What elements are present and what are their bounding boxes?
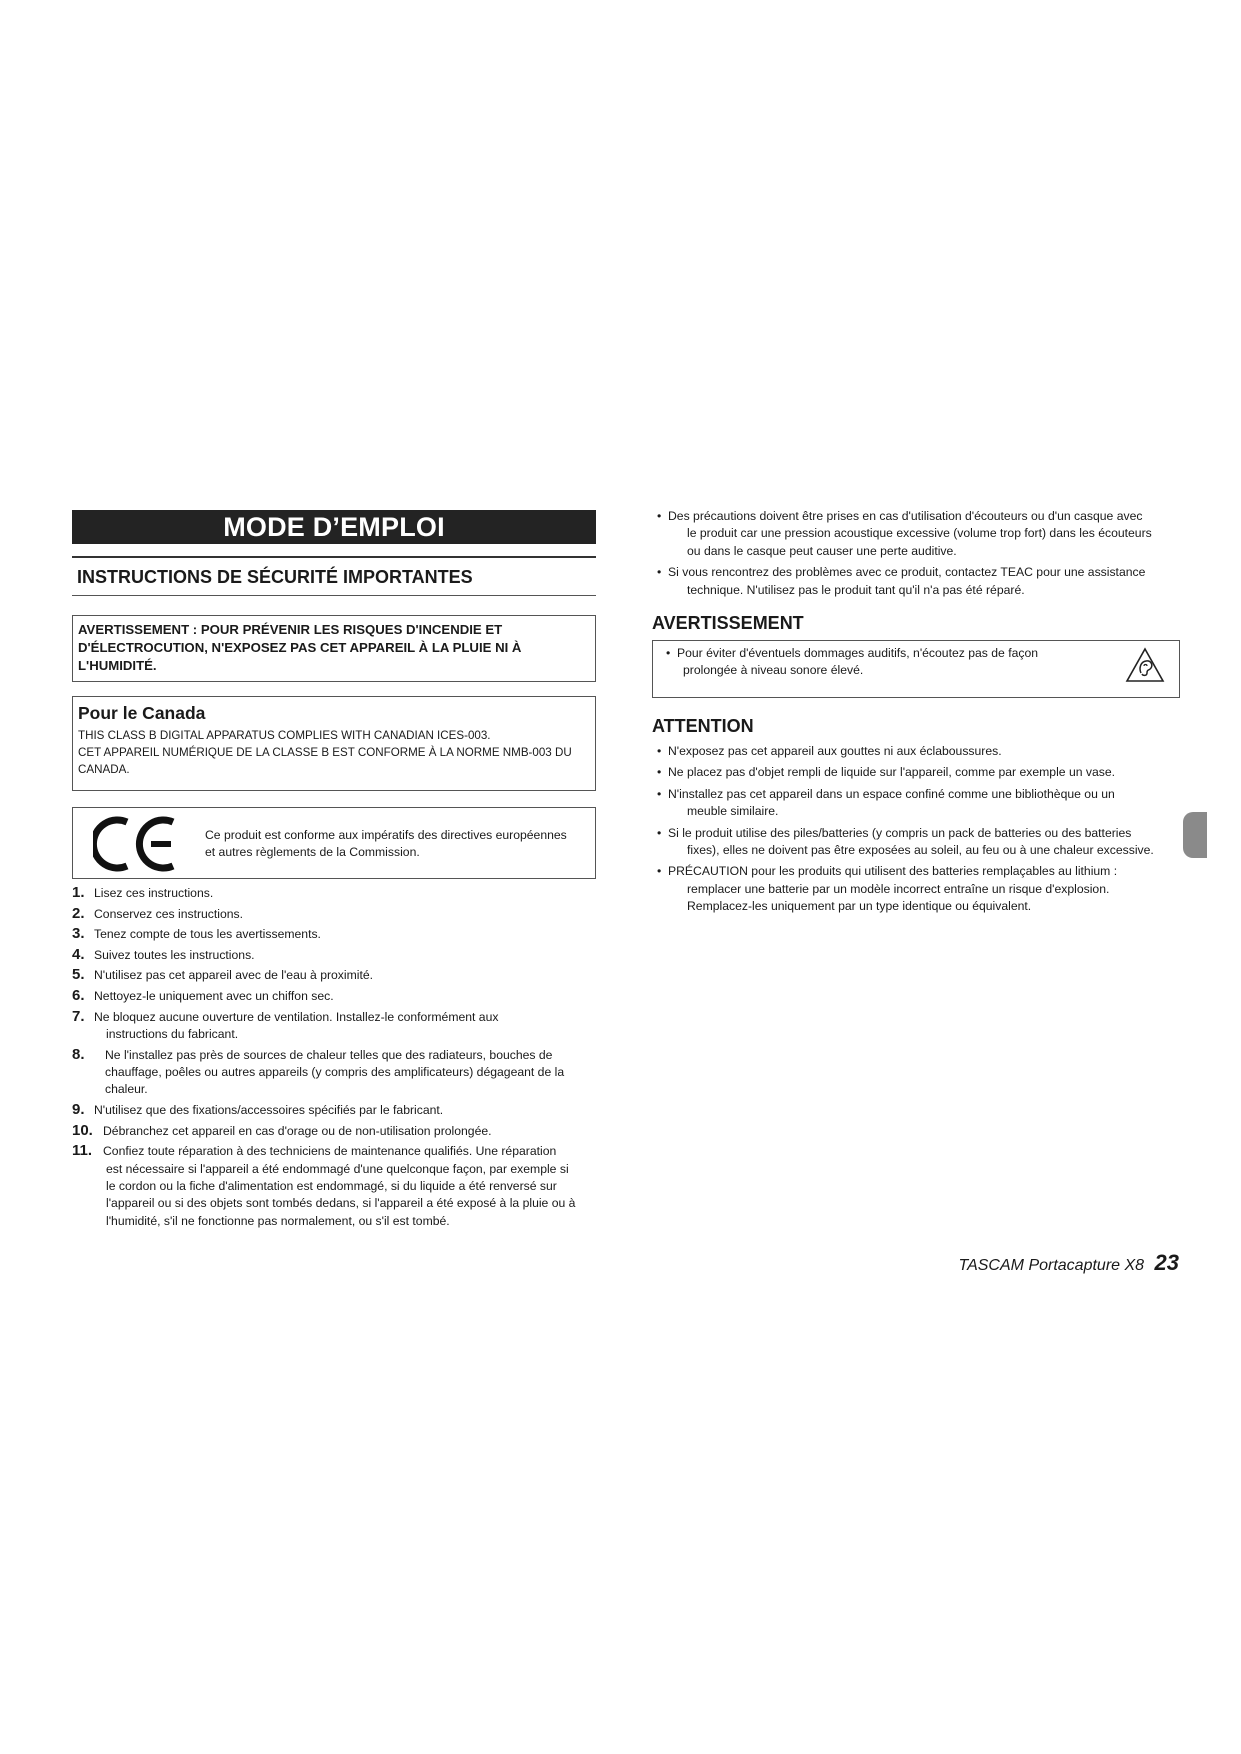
footer-model: Portacapture X8: [1028, 1257, 1145, 1274]
item-text: Suivez toutes les instructions.: [94, 947, 255, 962]
bullet-text: N'exposez pas cet appareil aux gouttes ni aux éclaboussures.: [668, 744, 1002, 759]
page-footer: [959, 1250, 1180, 1276]
item-number: 5.: [72, 966, 85, 984]
instructions-list: [72, 885, 596, 1230]
item-text: Ne l'installez pas près de sources de chaleur telles que des radiateurs, bouches de: [105, 1047, 553, 1062]
bullet-text: le produit car une pression acoustique excessive (volume trop fort) dans les écouteurs: [687, 526, 1152, 541]
list-item: [72, 1143, 596, 1230]
list-item: [72, 885, 596, 902]
item-text: instructions du fabricant.: [106, 1026, 239, 1041]
ce-line: et autres règlements de la Commission.: [205, 845, 420, 859]
item-number: 10.: [72, 1121, 93, 1139]
canada-box: [72, 696, 596, 791]
bullet-text: ou dans le casque peut causer une perte auditive.: [687, 543, 957, 558]
attention-heading: ATTENTION: [652, 716, 754, 737]
item-number: 6.: [72, 986, 85, 1004]
bullet-text: prolongée à niveau sonore élevé.: [683, 663, 864, 678]
item-text: l'appareil ou si des objets sont tombés dedans, si l'appareil a été exposé à la pluie ou à: [106, 1196, 576, 1211]
list-item: [72, 906, 596, 923]
item-text: est nécessaire si l'appareil a été endommagé d'une quelconque façon, par exemple si: [106, 1161, 569, 1176]
list-item: [72, 1009, 596, 1044]
bullet-text: fixes), elles ne doivent pas être exposées au soleil, au feu ou à une chaleur excessive.: [687, 843, 1154, 858]
bullet-text: technique. N'utilisez pas le produit tant qu'il n'a pas été réparé.: [687, 582, 1025, 597]
bullet-text: Si vous rencontrez des problèmes avec ce produit, contactez TEAC pour une assistance: [668, 565, 1146, 580]
fire-warning-box: [72, 615, 596, 682]
item-text: chauffage, poêles ou autres appareils (y compris des amplificateurs) dégageant de la: [105, 1064, 565, 1079]
bullet-text: remplacer une batterie par un modèle incorrect entraîne un risque d'explosion.: [687, 881, 1110, 896]
ce-mark-icon: [93, 816, 179, 872]
hearing-warning-icon: [1125, 647, 1165, 683]
support-bullet: [652, 564, 1180, 599]
item-text: Nettoyez-le uniquement avec un chiffon sec.: [94, 988, 334, 1003]
warning-line: L'HUMIDITÉ.: [78, 658, 157, 673]
right-column: [652, 508, 1180, 920]
item-number: 1.: [72, 884, 85, 901]
item-number: 7.: [72, 1007, 85, 1025]
ce-conformity-box: [72, 807, 596, 879]
canada-title: Pour le Canada: [78, 703, 206, 723]
bullet-text: meuble similaire.: [687, 804, 779, 819]
bullet-text: Remplacez-les uniquement par un type identique ou équivalent.: [687, 899, 1032, 914]
list-item: [72, 1123, 596, 1140]
bullet-text: Ne placez pas d'objet rempli de liquide sur l'appareil, comme par exemple un vase.: [668, 765, 1116, 780]
item-text: chaleur.: [105, 1082, 148, 1097]
attention-bullet: [652, 786, 1180, 821]
bullet-text: PRÉCAUTION pour les produits qui utilisent des batteries remplaçables au lithium :: [668, 864, 1118, 879]
item-number: 11.: [72, 1142, 93, 1160]
item-text: Confiez toute réparation à des techniciens de maintenance qualifiés. Une réparation: [103, 1144, 557, 1159]
warning-line: D'ÉLECTROCUTION, N'EXPOSEZ PAS CET APPAREIL À LA PLUIE NI À: [78, 640, 522, 655]
list-item: [72, 947, 596, 964]
bullet-text: Des précautions doivent être prises en cas d'utilisation d'écouteurs ou d'un casque avec: [668, 509, 1143, 523]
item-number: 3.: [72, 925, 85, 943]
bullet-text: Si le produit utilise des piles/batteries (y compris un pack de batteries ou des batteries: [668, 825, 1132, 840]
canada-line: CET APPAREIL NUMÉRIQUE DE LA CLASSE B EST CONFORME À LA NORME NMB-003 DU: [78, 746, 572, 759]
footer-brand: TASCAM: [958, 1257, 1024, 1274]
page-number: 23: [1154, 1250, 1179, 1275]
item-text: Tenez compte de tous les avertissements.: [94, 927, 321, 942]
item-text: le cordon ou la fiche d'alimentation est endommagé, si du liquide a été renversé sur: [106, 1178, 557, 1193]
item-text: N'utilisez que des fixations/accessoires spécifiés par le fabricant.: [94, 1102, 444, 1117]
item-text: Débranchez cet appareil en cas d'orage ou de non-utilisation prolongée.: [103, 1123, 492, 1138]
list-item: [72, 1102, 596, 1119]
list-item: [72, 988, 596, 1005]
list-item: [72, 926, 596, 943]
attention-bullet: [652, 825, 1180, 860]
left-column: [72, 510, 596, 1233]
canada-line: CANADA.: [78, 763, 130, 776]
item-number: 4.: [72, 945, 85, 963]
item-text: Ne bloquez aucune ouverture de ventilation. Installez-le conformément aux: [94, 1009, 499, 1024]
section-subtitle: INSTRUCTIONS DE SÉCURITÉ IMPORTANTES: [72, 556, 596, 596]
attention-bullet: [652, 743, 1180, 760]
attention-bullet: [652, 764, 1180, 781]
item-text: Lisez ces instructions.: [94, 886, 214, 900]
page-title: MODE D’EMPLOI: [72, 510, 596, 544]
item-number: 8.: [72, 1045, 85, 1063]
avertissement-box: [652, 640, 1180, 698]
avertissement-bullet: [661, 645, 1171, 680]
item-number: 9.: [72, 1100, 85, 1118]
item-text: l'humidité, s'il ne fonctionne pas normalement, ou s'il est tombé.: [106, 1213, 450, 1228]
hearing-precaution-bullet: [652, 508, 1180, 560]
list-item: [72, 1047, 596, 1099]
list-item: [72, 967, 596, 984]
section-tab-marker: [1183, 812, 1207, 858]
bullet-text: Pour éviter d'éventuels dommages auditifs, n'écoutez pas de façon: [677, 646, 1039, 661]
avertissement-heading: AVERTISSEMENT: [652, 613, 804, 634]
item-text: Conservez ces instructions.: [94, 906, 244, 921]
canada-line: THIS CLASS B DIGITAL APPARATUS COMPLIES WITH CANADIAN ICES-003.: [78, 729, 491, 742]
warning-line: AVERTISSEMENT : POUR PRÉVENIR LES RISQUES D'INCENDIE ET: [78, 622, 503, 637]
item-text: N'utilisez pas cet appareil avec de l'eau à proximité.: [94, 968, 374, 983]
item-number: 2.: [72, 904, 85, 922]
ce-line: Ce produit est conforme aux impératifs des directives européennes: [205, 828, 567, 842]
attention-bullet: [652, 863, 1180, 915]
bullet-text: N'installez pas cet appareil dans un espace confiné comme une bibliothèque ou un: [668, 786, 1115, 801]
ce-text: [205, 827, 595, 861]
